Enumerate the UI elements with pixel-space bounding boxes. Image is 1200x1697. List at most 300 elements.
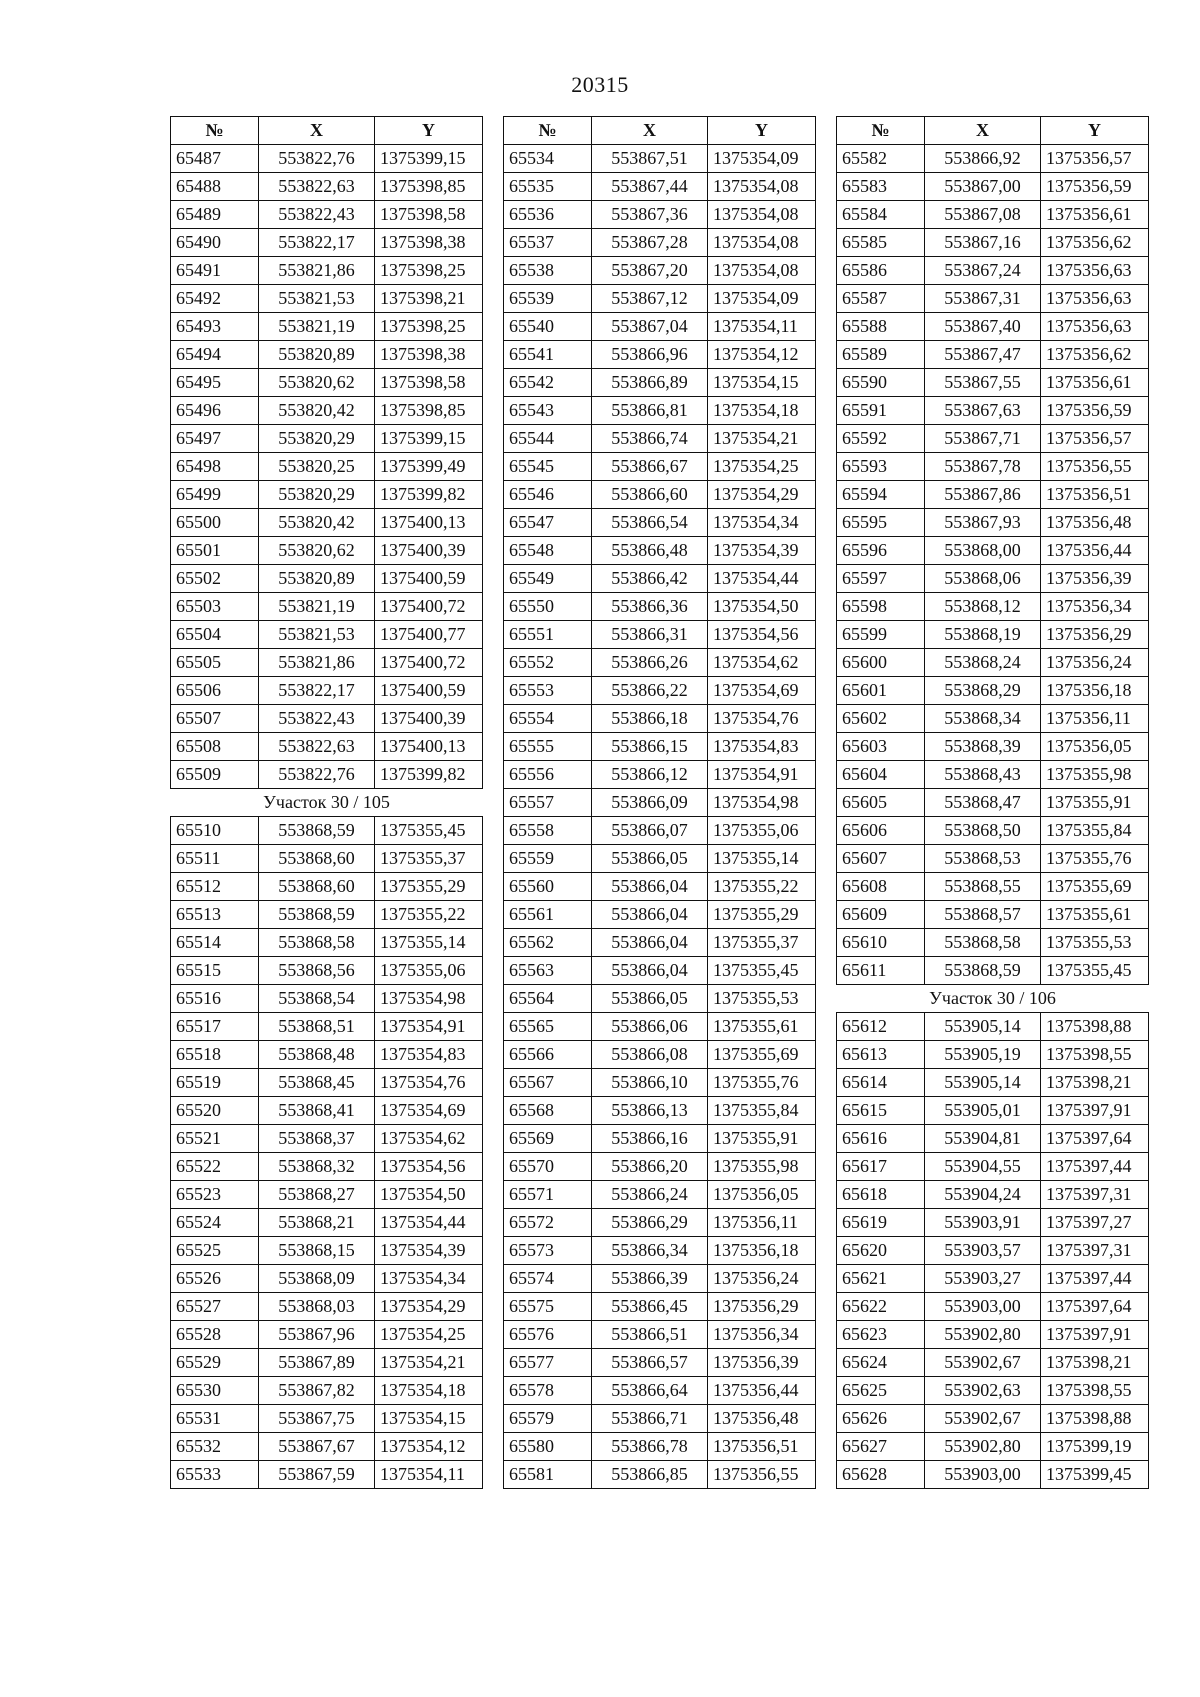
y-coordinate-cell: 1375356,18 [1041,677,1149,705]
point-number-cell: 65569 [504,1125,592,1153]
point-number-cell: 65591 [837,397,925,425]
x-coordinate-cell: 553868,15 [259,1237,375,1265]
x-coordinate-cell: 553822,43 [259,705,375,733]
table-row [837,201,1149,229]
x-coordinate-cell: 553868,43 [925,761,1041,789]
x-coordinate-cell: 553822,63 [259,173,375,201]
y-coordinate-cell: 1375398,58 [375,369,483,397]
y-coordinate-cell: 1375400,13 [375,509,483,537]
table-row [837,1377,1149,1405]
x-coordinate-cell: 553866,04 [592,873,708,901]
section-title: Участок 30 / 106 [837,985,1149,1013]
x-coordinate-cell: 553868,19 [925,621,1041,649]
y-coordinate-cell: 1375354,44 [708,565,816,593]
point-number-cell: 65552 [504,649,592,677]
point-number-cell: 65515 [171,957,259,985]
x-coordinate-cell: 553866,08 [592,1041,708,1069]
x-coordinate-cell: 553866,16 [592,1125,708,1153]
x-coordinate-cell: 553868,03 [259,1293,375,1321]
x-coordinate-cell: 553866,48 [592,537,708,565]
point-number-cell: 65584 [837,201,925,229]
y-coordinate-cell: 1375355,37 [708,929,816,957]
x-coordinate-cell: 553820,42 [259,397,375,425]
table-row [171,593,483,621]
x-coordinate-cell: 553821,53 [259,285,375,313]
table-header [504,117,816,145]
x-coordinate-cell: 553866,89 [592,369,708,397]
table-row [171,761,483,789]
table-row [171,957,483,985]
point-number-cell: 65621 [837,1265,925,1293]
table-row [171,565,483,593]
point-number-cell: 65566 [504,1041,592,1069]
y-coordinate-cell: 1375354,76 [375,1069,483,1097]
y-coordinate-cell: 1375399,15 [375,425,483,453]
x-coordinate-cell: 553866,20 [592,1153,708,1181]
point-number-cell: 65491 [171,257,259,285]
table-row [837,1237,1149,1265]
coordinates-table-3 [836,116,1149,1489]
point-number-cell: 65586 [837,257,925,285]
y-coordinate-cell: 1375400,39 [375,537,483,565]
point-number-cell: 65616 [837,1125,925,1153]
point-number-cell: 65627 [837,1433,925,1461]
point-number-cell: 65587 [837,285,925,313]
x-coordinate-cell: 553867,96 [259,1321,375,1349]
y-coordinate-cell: 1375354,34 [708,509,816,537]
point-number-cell: 65567 [504,1069,592,1097]
point-number-cell: 65573 [504,1237,592,1265]
x-coordinate-cell: 553866,34 [592,1237,708,1265]
x-coordinate-cell: 553868,60 [259,873,375,901]
point-number-cell: 65602 [837,705,925,733]
x-coordinate-cell: 553866,78 [592,1433,708,1461]
point-number-cell: 65539 [504,285,592,313]
table-row [837,1321,1149,1349]
y-coordinate-cell: 1375398,55 [1041,1377,1149,1405]
table-row [504,453,816,481]
table-row [837,845,1149,873]
x-coordinate-cell: 553903,91 [925,1209,1041,1237]
y-coordinate-cell: 1375355,84 [1041,817,1149,845]
x-coordinate-cell: 553868,12 [925,593,1041,621]
point-number-cell: 65499 [171,481,259,509]
y-coordinate-cell: 1375400,72 [375,593,483,621]
x-coordinate-cell: 553866,04 [592,929,708,957]
table-body [171,145,483,1489]
x-coordinate-cell: 553866,96 [592,341,708,369]
y-coordinate-cell: 1375354,18 [708,397,816,425]
y-coordinate-cell: 1375356,48 [1041,509,1149,537]
x-coordinate-cell: 553866,10 [592,1069,708,1097]
x-coordinate-cell: 553867,93 [925,509,1041,537]
x-coordinate-cell: 553820,42 [259,509,375,537]
point-number-cell: 65521 [171,1125,259,1153]
table-row [837,481,1149,509]
y-coordinate-cell: 1375355,61 [708,1013,816,1041]
table-row [171,1433,483,1461]
table-row [837,761,1149,789]
table-row [504,649,816,677]
y-coordinate-cell: 1375356,48 [708,1405,816,1433]
point-number-cell: 65557 [504,789,592,817]
table-row [504,1405,816,1433]
y-coordinate-cell: 1375356,44 [708,1377,816,1405]
y-coordinate-cell: 1375356,11 [708,1209,816,1237]
y-coordinate-cell: 1375356,29 [1041,621,1149,649]
table-row [837,1097,1149,1125]
x-coordinate-cell: 553866,39 [592,1265,708,1293]
x-coordinate-cell: 553866,45 [592,1293,708,1321]
point-number-cell: 65612 [837,1013,925,1041]
y-coordinate-cell: 1375354,08 [708,257,816,285]
point-number-cell: 65556 [504,761,592,789]
point-number-cell: 65535 [504,173,592,201]
point-number-cell: 65519 [171,1069,259,1097]
y-coordinate-cell: 1375355,98 [708,1153,816,1181]
table-row [837,509,1149,537]
y-coordinate-cell: 1375356,51 [708,1433,816,1461]
table-row [837,397,1149,425]
table-row [171,145,483,173]
x-coordinate-cell: 553822,17 [259,677,375,705]
x-coordinate-cell: 553867,89 [259,1349,375,1377]
x-coordinate-cell: 553866,71 [592,1405,708,1433]
x-coordinate-cell: 553866,04 [592,957,708,985]
y-coordinate-cell: 1375354,12 [375,1433,483,1461]
table-row [171,1041,483,1069]
point-number-cell: 65598 [837,593,925,621]
table-row [504,1041,816,1069]
table-row [171,201,483,229]
point-number-cell: 65537 [504,229,592,257]
x-coordinate-cell: 553868,54 [259,985,375,1013]
table-row [171,369,483,397]
x-coordinate-cell: 553868,39 [925,733,1041,761]
table-row [837,1181,1149,1209]
point-number-cell: 65572 [504,1209,592,1237]
x-coordinate-cell: 553867,67 [259,1433,375,1461]
x-coordinate-cell: 553822,17 [259,229,375,257]
table-row [837,1265,1149,1293]
x-coordinate-cell: 553867,12 [592,285,708,313]
x-coordinate-cell: 553866,54 [592,509,708,537]
point-number-cell: 65622 [837,1293,925,1321]
point-number-cell: 65559 [504,845,592,873]
y-coordinate-cell: 1375356,61 [1041,369,1149,397]
point-number-cell: 65606 [837,817,925,845]
point-number-cell: 65506 [171,677,259,705]
point-number-cell: 65590 [837,369,925,397]
point-number-cell: 65558 [504,817,592,845]
x-coordinate-cell: 553866,07 [592,817,708,845]
x-coordinate-cell: 553820,29 [259,425,375,453]
table-row [504,369,816,397]
table-row [171,873,483,901]
y-coordinate-cell: 1375354,34 [375,1265,483,1293]
x-coordinate-cell: 553868,09 [259,1265,375,1293]
x-coordinate-cell: 553868,59 [925,957,1041,985]
point-number-cell: 65527 [171,1293,259,1321]
y-coordinate-cell: 1375354,11 [375,1461,483,1489]
table-row [837,593,1149,621]
x-coordinate-cell: 553867,04 [592,313,708,341]
point-number-cell: 65562 [504,929,592,957]
point-number-cell: 65530 [171,1377,259,1405]
x-coordinate-cell: 553868,29 [925,677,1041,705]
point-number-cell: 65555 [504,733,592,761]
point-number-cell: 65543 [504,397,592,425]
point-number-cell: 65526 [171,1265,259,1293]
x-coordinate-cell: 553905,14 [925,1013,1041,1041]
point-number-cell: 65490 [171,229,259,257]
point-number-cell: 65608 [837,873,925,901]
table-row [171,1097,483,1125]
x-coordinate-cell: 553902,63 [925,1377,1041,1405]
point-number-cell: 65588 [837,313,925,341]
x-coordinate-cell: 553902,67 [925,1405,1041,1433]
x-coordinate-cell: 553821,86 [259,649,375,677]
table-row [504,1377,816,1405]
x-coordinate-cell: 553868,51 [259,1013,375,1041]
x-coordinate-cell: 553866,26 [592,649,708,677]
x-coordinate-cell: 553867,71 [925,425,1041,453]
point-number-cell: 65542 [504,369,592,397]
y-coordinate-cell: 1375356,51 [1041,481,1149,509]
x-coordinate-cell: 553868,59 [259,901,375,929]
x-coordinate-cell: 553868,56 [259,957,375,985]
x-coordinate-cell: 553905,14 [925,1069,1041,1097]
y-coordinate-cell: 1375355,37 [375,845,483,873]
point-number-cell: 65576 [504,1321,592,1349]
table-row [837,1041,1149,1069]
table-row [837,705,1149,733]
point-number-cell: 65488 [171,173,259,201]
point-number-cell: 65509 [171,761,259,789]
point-number-cell: 65594 [837,481,925,509]
point-number-cell: 65516 [171,985,259,1013]
table-row [837,1433,1149,1461]
y-coordinate-cell: 1375354,76 [708,705,816,733]
x-coordinate-cell: 553866,29 [592,1209,708,1237]
table-row [504,1097,816,1125]
table-row [837,649,1149,677]
y-coordinate-cell: 1375355,69 [1041,873,1149,901]
x-coordinate-cell: 553822,43 [259,201,375,229]
y-coordinate-cell: 1375356,11 [1041,705,1149,733]
y-coordinate-cell: 1375398,25 [375,257,483,285]
coordinates-table-1 [170,116,483,1489]
table-row [504,873,816,901]
y-coordinate-cell: 1375355,91 [708,1125,816,1153]
y-coordinate-cell: 1375356,55 [1041,453,1149,481]
y-coordinate-cell: 1375397,44 [1041,1153,1149,1181]
x-coordinate-cell: 553868,58 [925,929,1041,957]
table-row [837,341,1149,369]
point-number-cell: 65512 [171,873,259,901]
point-number-cell: 65615 [837,1097,925,1125]
y-coordinate-cell: 1375399,49 [375,453,483,481]
table-row [837,1013,1149,1041]
y-coordinate-cell: 1375354,15 [708,369,816,397]
table-row [504,957,816,985]
point-number-cell: 65571 [504,1181,592,1209]
point-number-cell: 65609 [837,901,925,929]
point-number-cell: 65502 [171,565,259,593]
column-header-x: X [259,117,375,145]
y-coordinate-cell: 1375355,22 [375,901,483,929]
y-coordinate-cell: 1375355,69 [708,1041,816,1069]
y-coordinate-cell: 1375398,58 [375,201,483,229]
point-number-cell: 65523 [171,1181,259,1209]
table-row [504,621,816,649]
table-row [504,677,816,705]
point-number-cell: 65549 [504,565,592,593]
table-row [837,1349,1149,1377]
x-coordinate-cell: 553868,45 [259,1069,375,1097]
point-number-cell: 65603 [837,733,925,761]
point-number-cell: 65514 [171,929,259,957]
table-row [171,537,483,565]
y-coordinate-cell: 1375355,22 [708,873,816,901]
table-row [171,985,483,1013]
y-coordinate-cell: 1375356,24 [708,1265,816,1293]
point-number-cell: 65563 [504,957,592,985]
point-number-cell: 65599 [837,621,925,649]
table-row [837,621,1149,649]
x-coordinate-cell: 553866,42 [592,565,708,593]
table-row [504,537,816,565]
y-coordinate-cell: 1375355,98 [1041,761,1149,789]
y-coordinate-cell: 1375355,14 [375,929,483,957]
y-coordinate-cell: 1375354,08 [708,229,816,257]
y-coordinate-cell: 1375399,19 [1041,1433,1149,1461]
table-row [171,1153,483,1181]
column-header-y: Y [1041,117,1149,145]
point-number-cell: 65553 [504,677,592,705]
y-coordinate-cell: 1375355,91 [1041,789,1149,817]
x-coordinate-cell: 553866,74 [592,425,708,453]
y-coordinate-cell: 1375354,50 [708,593,816,621]
point-number-cell: 65579 [504,1405,592,1433]
x-coordinate-cell: 553868,21 [259,1209,375,1237]
y-coordinate-cell: 1375399,15 [375,145,483,173]
y-coordinate-cell: 1375356,63 [1041,285,1149,313]
x-coordinate-cell: 553905,01 [925,1097,1041,1125]
x-coordinate-cell: 553904,55 [925,1153,1041,1181]
point-number-cell: 65525 [171,1237,259,1265]
y-coordinate-cell: 1375356,59 [1041,173,1149,201]
y-coordinate-cell: 1375356,34 [1041,593,1149,621]
x-coordinate-cell: 553868,58 [259,929,375,957]
x-coordinate-cell: 553866,60 [592,481,708,509]
table-row [837,313,1149,341]
section-row [171,789,483,817]
y-coordinate-cell: 1375399,82 [375,761,483,789]
y-coordinate-cell: 1375356,39 [1041,565,1149,593]
y-coordinate-cell: 1375397,31 [1041,1181,1149,1209]
point-number-cell: 65620 [837,1237,925,1265]
y-coordinate-cell: 1375354,98 [708,789,816,817]
x-coordinate-cell: 553867,00 [925,173,1041,201]
table-row [171,1069,483,1097]
y-coordinate-cell: 1375398,38 [375,341,483,369]
table-row [837,957,1149,985]
table-row [504,1237,816,1265]
x-coordinate-cell: 553866,92 [925,145,1041,173]
table-row [837,677,1149,705]
x-coordinate-cell: 553867,47 [925,341,1041,369]
y-coordinate-cell: 1375400,59 [375,565,483,593]
y-coordinate-cell: 1375354,44 [375,1209,483,1237]
point-number-cell: 65595 [837,509,925,537]
point-number-cell: 65564 [504,985,592,1013]
y-coordinate-cell: 1375355,45 [708,957,816,985]
point-number-cell: 65582 [837,145,925,173]
point-number-cell: 65554 [504,705,592,733]
x-coordinate-cell: 553866,09 [592,789,708,817]
table-row [837,537,1149,565]
point-number-cell: 65550 [504,593,592,621]
table-row [837,565,1149,593]
point-number-cell: 65534 [504,145,592,173]
x-coordinate-cell: 553822,63 [259,733,375,761]
table-row [171,285,483,313]
y-coordinate-cell: 1375354,11 [708,313,816,341]
point-number-cell: 65618 [837,1181,925,1209]
point-number-cell: 65500 [171,509,259,537]
table-row [504,1209,816,1237]
y-coordinate-cell: 1375398,38 [375,229,483,257]
table-row [837,453,1149,481]
point-number-cell: 65601 [837,677,925,705]
x-coordinate-cell: 553868,55 [925,873,1041,901]
table-row [171,257,483,285]
point-number-cell: 65605 [837,789,925,817]
table-row [837,789,1149,817]
y-coordinate-cell: 1375355,06 [708,817,816,845]
y-coordinate-cell: 1375355,14 [708,845,816,873]
y-coordinate-cell: 1375354,83 [708,733,816,761]
y-coordinate-cell: 1375398,21 [1041,1349,1149,1377]
point-number-cell: 65614 [837,1069,925,1097]
y-coordinate-cell: 1375354,08 [708,173,816,201]
y-coordinate-cell: 1375356,61 [1041,201,1149,229]
coordinates-table-2 [503,116,816,1489]
point-number-cell: 65560 [504,873,592,901]
point-number-cell: 65496 [171,397,259,425]
x-coordinate-cell: 553868,59 [259,817,375,845]
point-number-cell: 65547 [504,509,592,537]
table-row [171,1377,483,1405]
y-coordinate-cell: 1375354,21 [375,1349,483,1377]
table-row [504,1069,816,1097]
table-row [171,1013,483,1041]
y-coordinate-cell: 1375354,25 [375,1321,483,1349]
table-row [504,705,816,733]
table-row [171,677,483,705]
table-row [171,397,483,425]
table-row [504,1461,816,1489]
x-coordinate-cell: 553820,62 [259,537,375,565]
column-header-number: № [837,117,925,145]
y-coordinate-cell: 1375356,63 [1041,257,1149,285]
x-coordinate-cell: 553868,24 [925,649,1041,677]
point-number-cell: 65498 [171,453,259,481]
point-number-cell: 65585 [837,229,925,257]
y-coordinate-cell: 1375354,83 [375,1041,483,1069]
section-row [837,985,1149,1013]
